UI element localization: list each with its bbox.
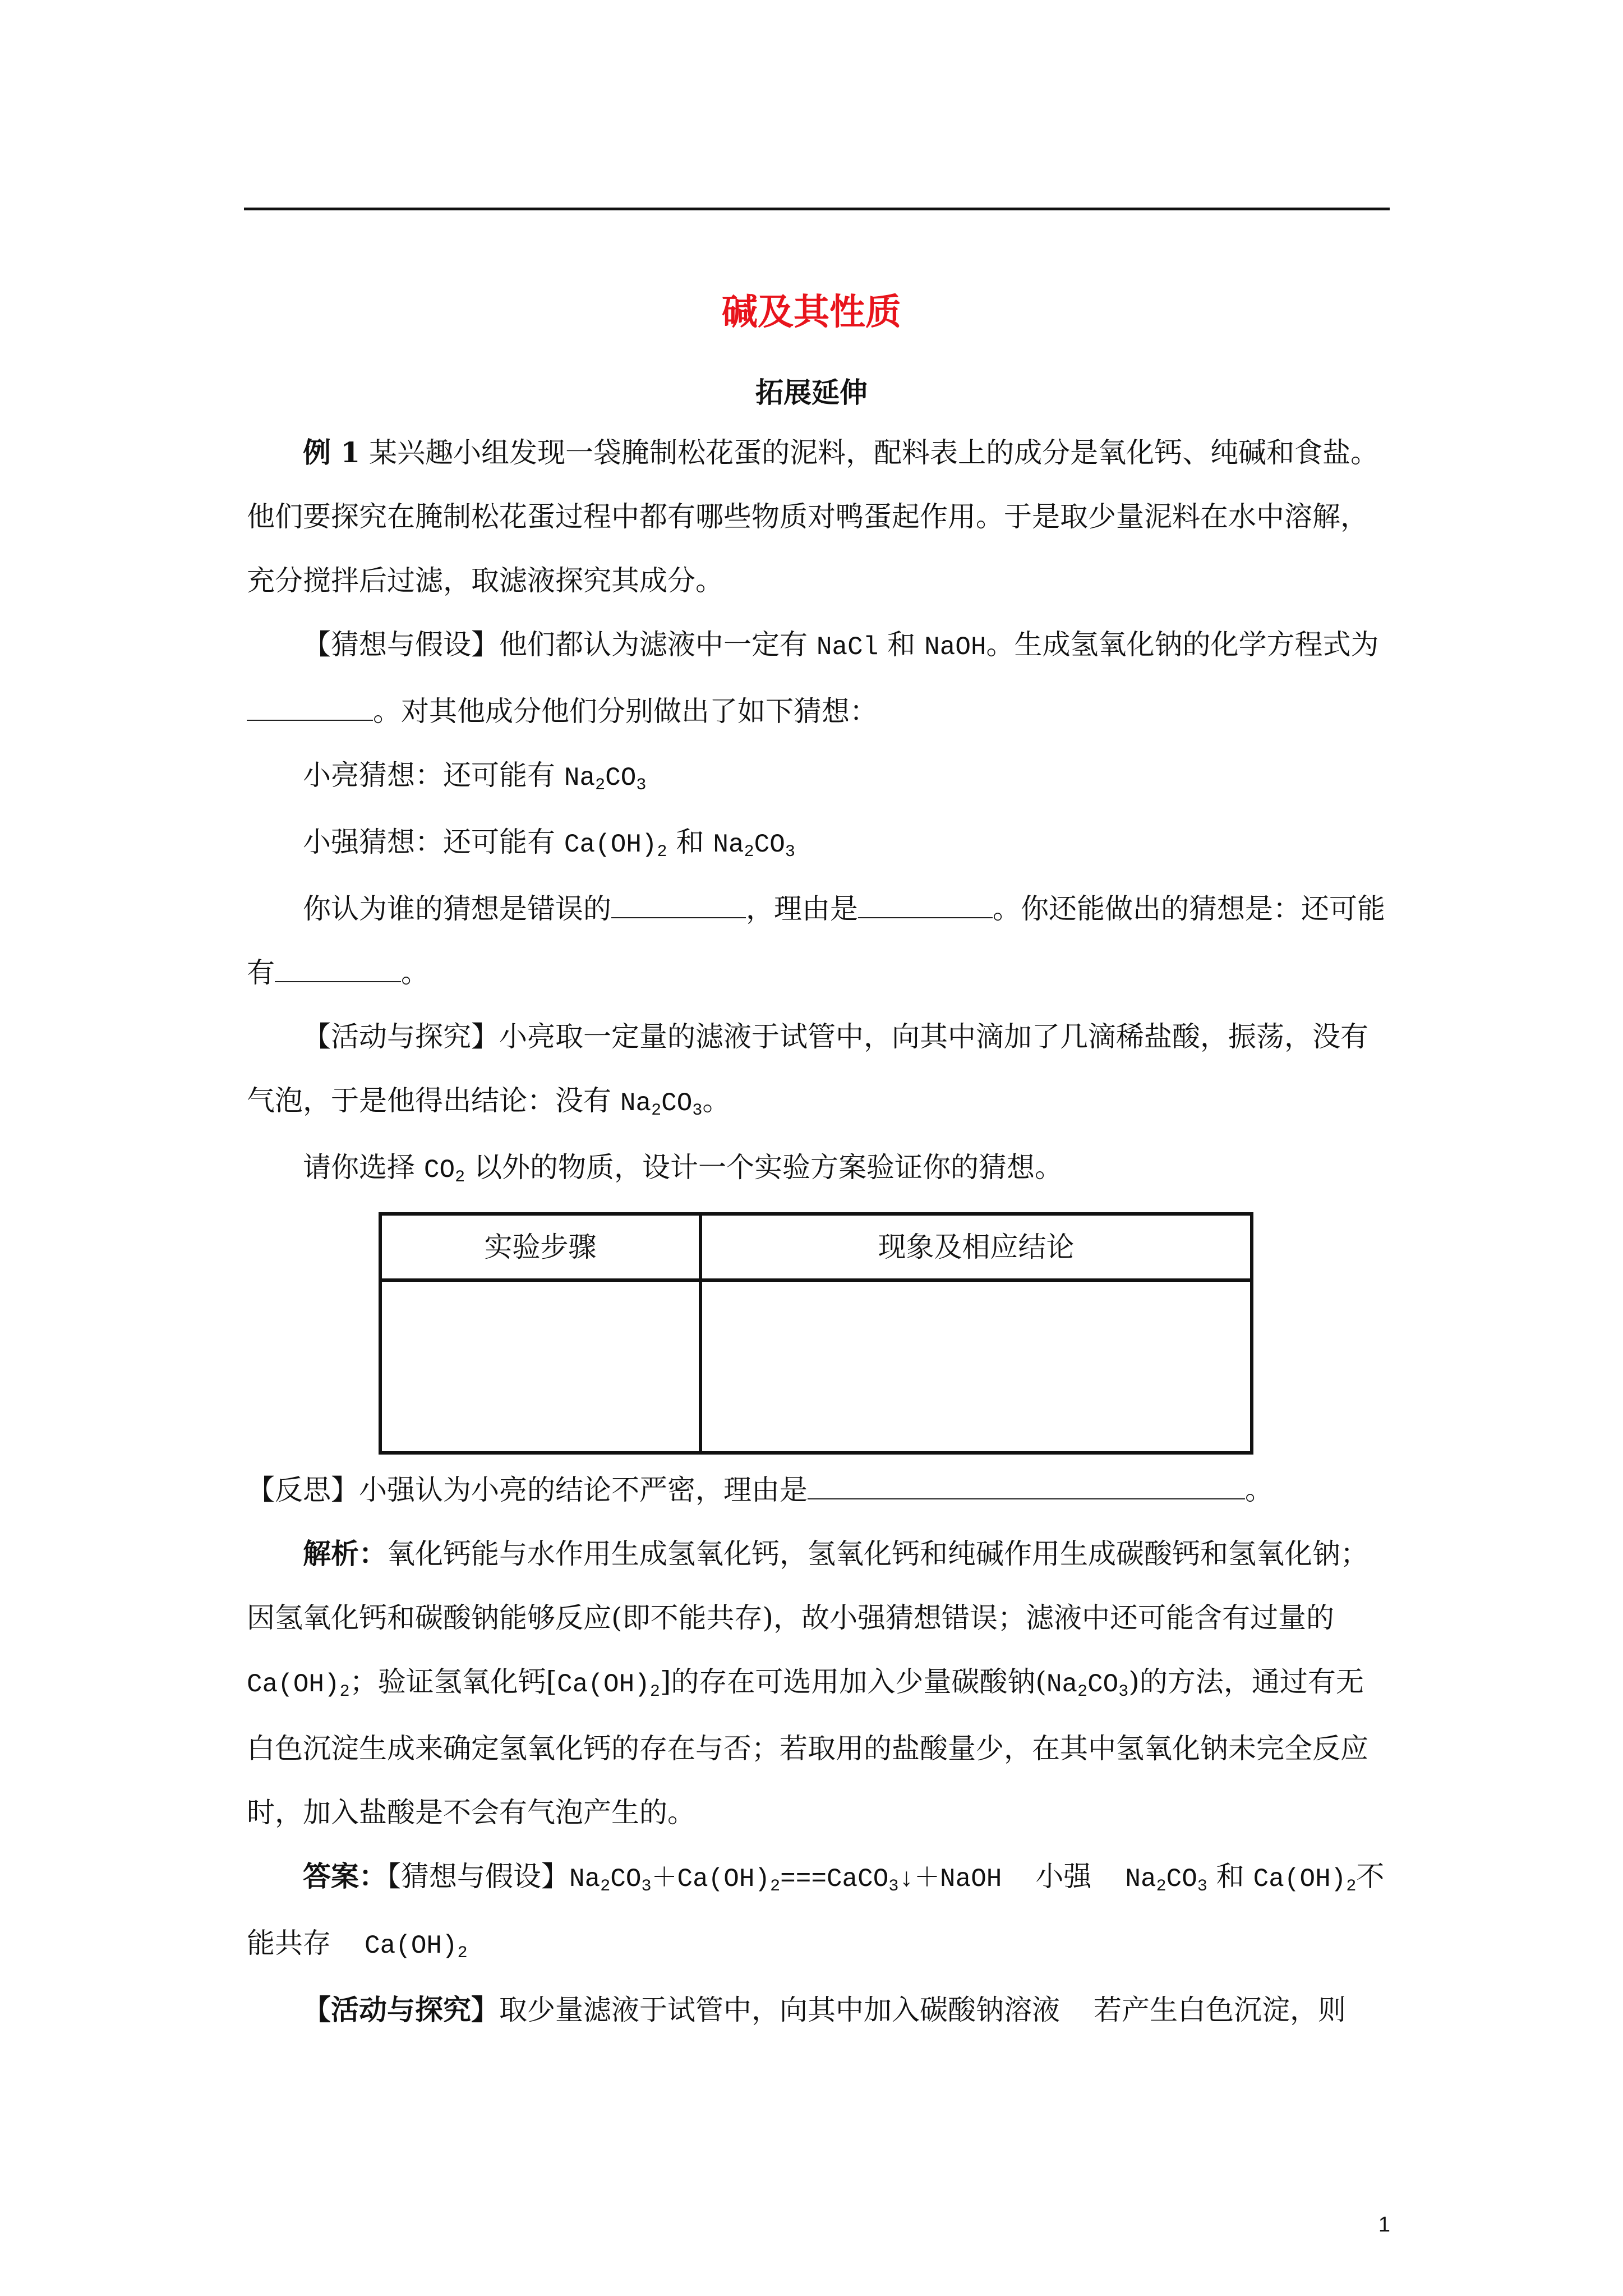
activity-text: 【活动与探究】小亮取一定量的滤液于试管中，向其中滴加了几滴稀盐酸，振荡，没有气泡，于是他得出结论：没有 (247, 1020, 1368, 1117)
table-cell-result[interactable] (700, 1280, 1252, 1453)
design-text-2: 以外的物质，设计一个实验方案验证你的猜想。 (465, 1151, 1063, 1184)
activity-paragraph (247, 1005, 1389, 1135)
period: 。 (1245, 1474, 1273, 1506)
table-header-result: 现象及相应结论 (700, 1214, 1252, 1280)
analysis-text-4: )的方法，通过有无白色沉淀生成来确定氢氧化钙的存在与否；若取用的盐酸量少，在其中氢氧化钠未完全反应时，加入盐酸是不会有气泡产生的。 (247, 1665, 1368, 1829)
equation-blank[interactable] (247, 697, 373, 721)
page-title: 碱及其性质 (722, 292, 901, 333)
guess1-prefix: 小亮猜想：还可能有 (303, 759, 564, 792)
answer-activity-step: 取少量滤液于试管中，向其中加入碳酸钠溶液 (499, 1994, 1060, 2026)
analysis-text-3: ]的存在可选用加入少量碳酸钠( (660, 1665, 1046, 1698)
analysis-text: 氧化钙能与水作用生成氢氧化钙，氢氧化钙和纯碱作用生成碳酸钙和氢氧化钠；因氢氧化钙和碳酸钠能够反应(即不能共存)，故小强猜想错误；滤液中还可能含有过量的 (247, 1538, 1368, 1634)
formula-na2co3: $Na_2CO_3$ (1046, 1670, 1129, 1701)
header-rule (244, 208, 1390, 210)
document-body (247, 421, 1389, 2042)
example-label: 例 1 (303, 436, 361, 469)
answer-activity-result: 若产生白色沉淀，则 (1094, 1994, 1346, 2026)
formula-caoh2: $Ca(OH)_2$ (557, 1670, 660, 1701)
reflection-paragraph (247, 1458, 1389, 1522)
example-paragraph (247, 421, 1389, 613)
formula-caoh2: $Ca(OH)_2$ (247, 1670, 350, 1701)
hypothesis-text: 【猜想与假设】他们都认为滤液中一定有 (303, 628, 817, 661)
hypothesis-text-3: 。对其他成分他们分别做出了如下猜想： (373, 695, 878, 728)
question-text: 你认为谁的猜想是错误的 (303, 892, 611, 925)
guess2-prefix: 小强猜想：还可能有 (303, 826, 564, 858)
guess-xiaoqiang (247, 810, 1389, 877)
guess-xiaoliang (247, 743, 1389, 810)
formula-caoh2: $Ca(OH)_2$ (564, 830, 667, 862)
other-guess-blank[interactable] (275, 959, 401, 982)
wrong-guess-blank[interactable] (611, 895, 746, 918)
formula-na2co3: $Na_2CO_3$ (620, 1089, 703, 1120)
other-guess-text: 。你还能做出的猜想是：还可能有 (247, 892, 1385, 989)
reason-blank[interactable] (858, 895, 993, 918)
period: 。 (401, 956, 429, 989)
formula-na2co3: $Na_2CO_3$ (713, 830, 795, 862)
and-text: 和 (1207, 1860, 1253, 1893)
formula-nacl: NaCl (816, 633, 879, 662)
answer-activity-label: 【活动与探究】 (303, 1993, 499, 2026)
example-text: 某兴趣小组发现一袋腌制松花蛋的泥料，配料表上的成分是氧化钙、纯碱和食盐。他们要探究在腌制松花蛋过程中都有哪些物质对鸭蛋起作用。于是取少量泥料在水中溶解，充分搅拌后过滤，取滤液探究其成分。 (247, 436, 1379, 597)
reflection-text: 【反思】小强认为小亮的结论不严密，理由是 (247, 1474, 808, 1506)
design-text: 请你选择 (303, 1151, 424, 1184)
and-text: 和 (878, 628, 925, 661)
reflection-blank[interactable] (808, 1476, 1245, 1499)
table-cell-steps[interactable] (380, 1280, 700, 1453)
answer-xiaoqiang: 小强 (1035, 1860, 1092, 1893)
analysis-text-2: ；验证氢氧化钙[ (349, 1665, 557, 1698)
formula-caoh2: $Ca(OH)_2$ (365, 1931, 468, 1963)
answer-reason: 不能共存 (247, 1860, 1385, 1959)
formula-co2: $CO_2$ (423, 1156, 465, 1187)
table-header-steps: 实验步骤 (380, 1214, 700, 1280)
reaction-equation: $Na_2CO_3+Ca(OH)_2===CaCO_3↓+NaOH$ (569, 1865, 1002, 1896)
hypothesis-text-2: 。生成氢氧化钠的化学方程式为 (986, 628, 1379, 661)
formula-na2co3: $Na_2CO_3$ (1125, 1865, 1207, 1896)
experiment-table (379, 1212, 1253, 1455)
formula-na2co3: $Na_2CO_3$ (564, 763, 647, 795)
answer-activity-paragraph (247, 1978, 1389, 2042)
reason-text: ，理由是 (746, 892, 858, 925)
period: 。 (702, 1084, 731, 1117)
hypothesis-paragraph (247, 613, 1389, 743)
page-number: 1 (1378, 2213, 1390, 2237)
analysis-label: 解析： (303, 1537, 387, 1570)
and-text: 和 (667, 826, 713, 858)
section-subtitle: 拓展延伸 (755, 376, 868, 409)
formula-naoh: NaOH (924, 633, 986, 662)
formula-caoh2: $Ca(OH)_2$ (1253, 1865, 1357, 1896)
answer-paragraph (247, 1844, 1389, 1978)
question-paragraph (247, 877, 1389, 1005)
design-paragraph (247, 1135, 1389, 1202)
answer-section: 【猜想与假设】 (387, 1860, 569, 1893)
analysis-paragraph (247, 1522, 1389, 1844)
answer-label: 答案： (303, 1860, 387, 1893)
